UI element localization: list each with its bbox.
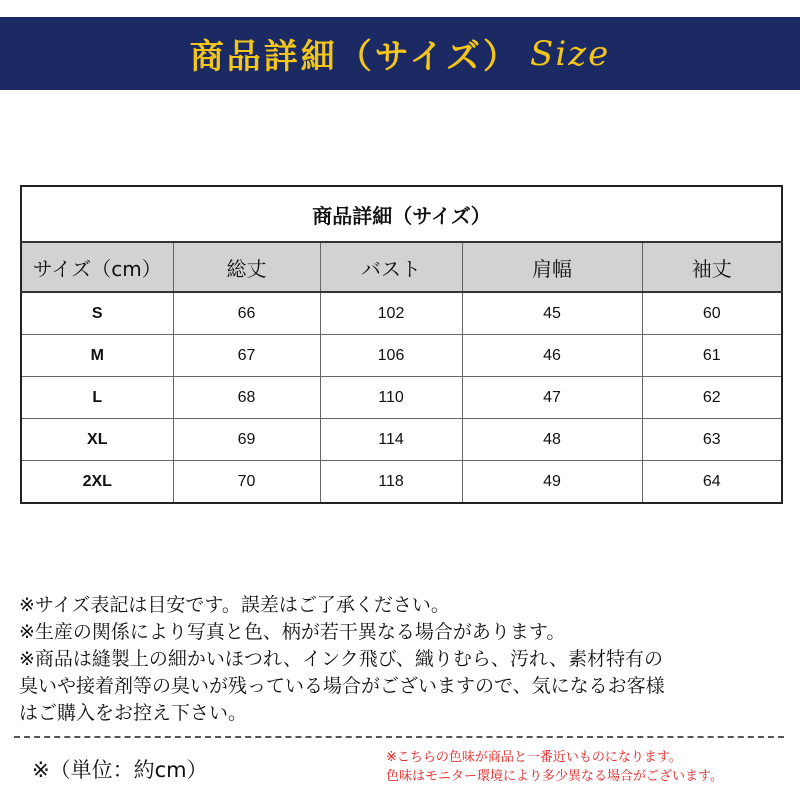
bust-cell: 118 <box>320 461 462 504</box>
column-header-length: 総丈 <box>173 242 320 292</box>
note-line: 臭いや接着剤等の臭いが残っている場合がございますので、気になるお客様 <box>19 675 665 697</box>
note-line: はご購入をお控え下さい。 <box>19 702 248 724</box>
table-row <box>21 292 782 335</box>
note-line: ※生産の関係により写真と色、柄が若干異なる場合があります。 <box>19 621 566 643</box>
note-line: ※サイズ表記は目安です。誤差はご了承ください。 <box>19 594 450 616</box>
size-cell: M <box>21 335 173 377</box>
length-cell: 66 <box>173 292 320 335</box>
banner-title: 商品詳細（サイズ） <box>189 37 521 77</box>
size-cell: 2XL <box>21 461 173 504</box>
column-header-shoulder: 肩幅 <box>462 242 642 292</box>
disclaimer-notes <box>19 592 789 727</box>
length-cell: 67 <box>173 335 320 377</box>
column-header-bust: バスト <box>320 242 462 292</box>
size-cell: S <box>21 292 173 335</box>
banner-script-text: Size <box>530 33 611 74</box>
sleeve-cell: 61 <box>642 335 782 377</box>
table-row <box>21 335 782 377</box>
unit-note: ※（単位：約cm） <box>32 758 208 782</box>
column-header-size: サイズ（cm） <box>21 242 173 292</box>
size-table-container <box>20 185 781 504</box>
table-row <box>21 461 782 504</box>
title-banner <box>0 17 800 90</box>
bust-cell: 110 <box>320 377 462 419</box>
table-row <box>21 419 782 461</box>
shoulder-cell: 48 <box>462 419 642 461</box>
color-disclaimer <box>386 748 786 786</box>
color-note-line: 色味はモニター環境により多少異なる場合がございます。 <box>386 769 723 784</box>
color-note-line: ※こちらの色味が商品と一番近いものになります。 <box>386 750 682 765</box>
length-cell: 69 <box>173 419 320 461</box>
note-line: ※商品は縫製上の細かいほつれ、インク飛び、織りむら、汚れ、素材特有の <box>19 648 664 670</box>
table-row <box>21 377 782 419</box>
table-header-row <box>21 242 782 292</box>
shoulder-cell: 49 <box>462 461 642 504</box>
size-table <box>20 185 783 504</box>
length-cell: 68 <box>173 377 320 419</box>
size-cell: L <box>21 377 173 419</box>
sleeve-cell: 62 <box>642 377 782 419</box>
bust-cell: 114 <box>320 419 462 461</box>
table-caption-row <box>21 186 782 242</box>
length-cell: 70 <box>173 461 320 504</box>
size-cell: XL <box>21 419 173 461</box>
column-header-sleeve: 袖丈 <box>642 242 782 292</box>
shoulder-cell: 47 <box>462 377 642 419</box>
sleeve-cell: 64 <box>642 461 782 504</box>
bust-cell: 102 <box>320 292 462 335</box>
table-caption: 商品詳細（サイズ） <box>21 186 782 242</box>
shoulder-cell: 45 <box>462 292 642 335</box>
dashed-divider <box>14 736 784 738</box>
sleeve-cell: 63 <box>642 419 782 461</box>
shoulder-cell: 46 <box>462 335 642 377</box>
sleeve-cell: 60 <box>642 292 782 335</box>
bust-cell: 106 <box>320 335 462 377</box>
